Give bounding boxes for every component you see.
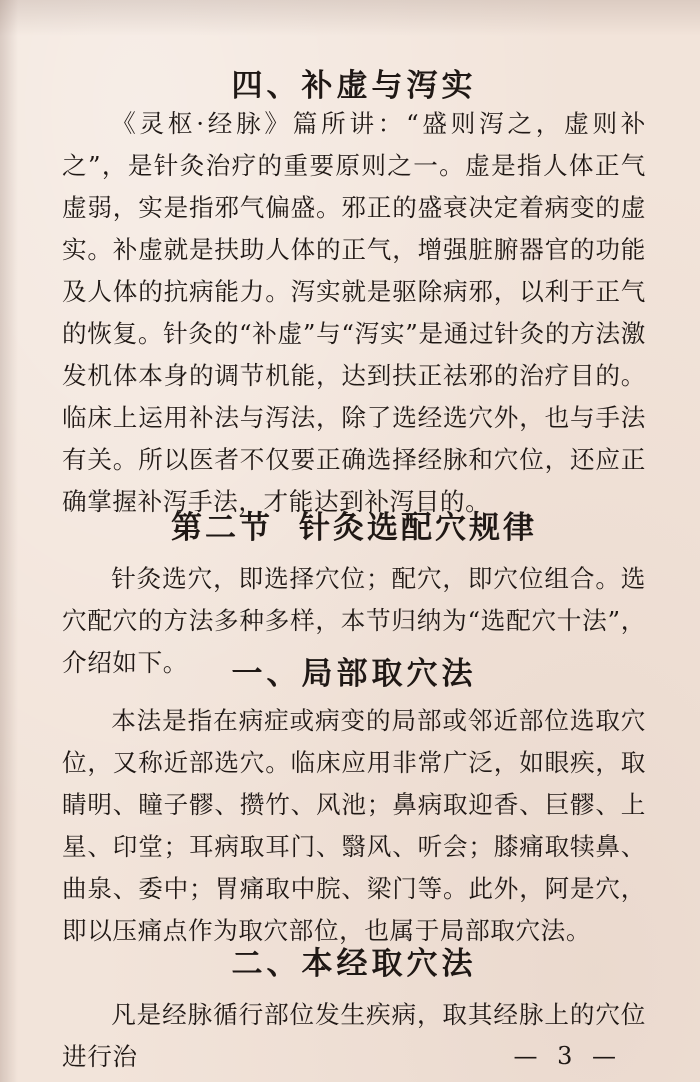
page-binding-shadow <box>0 0 18 1082</box>
subsection-title: 一、局部取穴法 <box>231 656 477 692</box>
body-paragraph: 凡是经脉循行部位发生疾病，取其经脉上的穴位进行治 <box>62 1000 646 1071</box>
body-paragraph: 本法是指在病症或病变的局部或邻近部位选取穴位，又称近部选穴。临床应用非常广泛，如眼疾，取睛明、瞳子髎、攒竹、风池；鼻病取迎香、巨髎、上星、印堂；耳病取耳门、翳风、听会；膝痛取犊鼻、曲泉、委中；胃痛取中脘、梁门等。此外，阿是穴，即以压痛点作为取穴部位，也属于局部取穴法。 <box>62 706 646 945</box>
section-title: 四、补虚与泻实 <box>231 68 477 104</box>
body-paragraph: 《灵枢·经脉》篇所讲：“盛则泻之，虚则补之”，是针灸治疗的重要原则之一。虚是指人体正气虚弱，实是指邪气偏盛。邪正的盛衰决定着病变的虚实。补虚就是扶助人体的正气，增强脏腑器官的功能及人体的抗病能力。泻实就是驱除病邪，以利于正气的恢复。针灸的“补虚”与“泻实”是通过针灸的方法激发机体本身的调节机能，达到扶正祛邪的治疗目的。临床上运用补法与泻法，除了选经选穴外，也与手法有关。所以医者不仅要正确选择经脉和穴位，还应正确掌握补泻手法，才能达到补泻目的。 <box>62 109 646 516</box>
body-paragraph: 针灸选穴，即选择穴位；配穴，即穴位组合。选穴配穴的方法多种多样，本节归纳为“选配穴十法”，介绍如下。 <box>62 564 646 677</box>
chapter-number: 第二节 <box>171 510 273 546</box>
page-number: — 3 — <box>513 1042 622 1070</box>
subsection-title: 二、本经取穴法 <box>231 946 477 982</box>
chapter-name: 针灸选配穴规律 <box>299 510 537 546</box>
page-top-shadow <box>0 0 700 36</box>
chapter-title <box>62 502 646 547</box>
